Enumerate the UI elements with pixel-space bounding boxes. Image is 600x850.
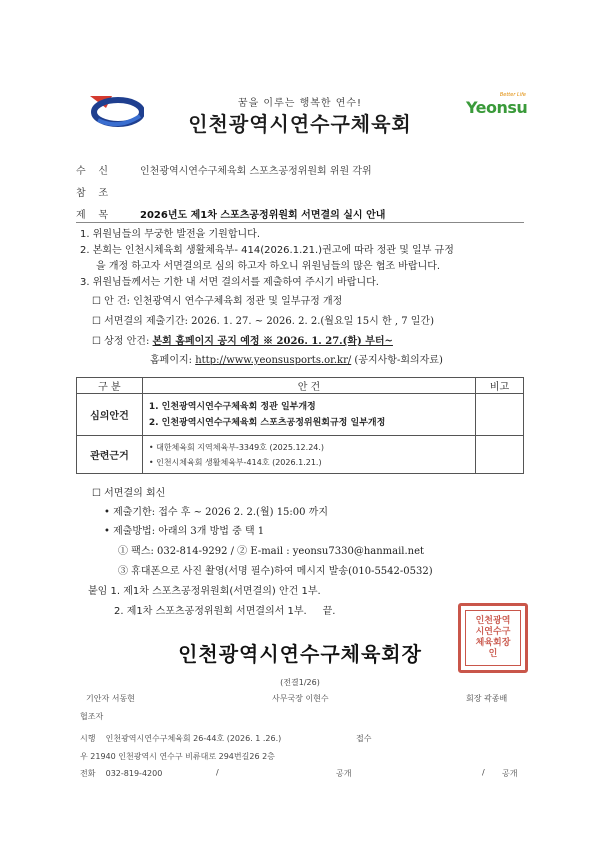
reference-label: 참 조: [76, 188, 109, 199]
address: 우 21940 인천광역시 연수구 비류대로 294번길26 2층: [80, 752, 275, 761]
table-row-label: 관련근거: [77, 436, 143, 474]
homepage-line: [150, 354, 443, 368]
homepage-label: 홈페이지:: [150, 355, 196, 366]
receipt: 접수: [356, 734, 372, 743]
subject-value: 2026년도 제1차 스포츠공정위원회 서면결의 실시 안내: [140, 210, 386, 221]
reply-option-1-2: ① 팩스: 032-814-9292 / ② E-mail : yeonsu7330@hanmail.net: [118, 546, 425, 557]
public-status-2: 공개: [502, 769, 518, 778]
attachment-2: 2. 제1차 스포츠공정위원회 서면결의서 1부. 끝.: [114, 606, 336, 617]
table-header-agenda: 안 건: [142, 378, 475, 394]
table-row: [77, 436, 524, 474]
table-cell-remarks: [476, 436, 524, 474]
paragraph-1: 1. 위원님들의 무궁한 발전을 기원합니다.: [80, 229, 260, 240]
paragraph-2b: 을 개정 하고자 서면결의로 심의 하고자 하오니 위원님들의 많은 협조 바랍니다.: [96, 261, 441, 272]
item-period: ☐ 서면결의 제출기간: 2026. 1. 27. ~ 2026. 2. 2.(월요일 15시 한 , 7 일간): [92, 316, 434, 327]
sender-signature: 인천광역시연수구체육회장: [178, 642, 422, 666]
table-cell-agenda: [142, 394, 475, 436]
brand-name: Yeonsu: [466, 98, 528, 117]
table-row: [77, 394, 524, 436]
table-cell-remarks: [476, 394, 524, 436]
item-upload-bold: 본회 홈페이지 공지 예정 ※ 2026. 1. 27.(화) 부터~: [152, 336, 393, 347]
item-upload-prefix: ☐ 상정 안건:: [92, 336, 153, 347]
cooperator: 협조자: [80, 712, 104, 721]
item-agenda: ☐ 안 건: 인천광역시 연수구체육회 정관 및 일부규정 개정: [92, 296, 343, 307]
secretary: 사무국장 이현수: [272, 694, 329, 703]
table-cell-agenda: [142, 436, 475, 474]
item-upload: [92, 335, 393, 349]
drafter: 기안자 서동현: [86, 694, 135, 703]
enforcement-number: 시행 인천광역시연수구체육회 26-44호 (2026. 1 .26.): [80, 734, 282, 743]
paragraph-2a: 2. 본회는 인천시체육회 생활체육부- 414(2026.1.21.)권고에 따라 정관 및 일부 규정: [80, 245, 454, 256]
homepage-suffix: (공지사항-회의자료): [351, 355, 443, 366]
slogan: 꿈을 이루는 행복한 연수!: [237, 98, 363, 109]
homepage-link[interactable]: http://www.yeonsusports.or.kr/: [195, 355, 352, 366]
subject-divider: [76, 222, 524, 223]
subject-label: 제 목: [76, 210, 109, 221]
reply-option-3: ③ 휴대폰으로 사진 촬영(서명 필수)하여 메시지 발송(010-5542-0532): [118, 566, 433, 577]
org-name-title: 인천광역시연수구체육회: [188, 112, 412, 136]
reply-heading: ☐ 서면결의 회신: [92, 488, 166, 499]
table-cell-line: • 인천시체육회 생활체육부-414호 (2026.1.21.): [148, 457, 322, 467]
table-header-category: 구 분: [77, 378, 143, 394]
electronic-approval: (전결1/26): [280, 678, 320, 687]
reply-deadline: • 제출기한: 접수 후 ~ 2026 2. 2.(월) 15:00 까지: [104, 507, 329, 518]
reply-method: • 제출방법: 아래의 3개 방법 중 택 1: [104, 526, 265, 537]
table-row-label: 심의안건: [77, 394, 143, 436]
table-cell-line: 2. 인천광역시연수구체육회 스포츠공정위원회규정 일부개정: [148, 417, 386, 428]
public-status-1: 공개: [336, 769, 352, 778]
official-seal-stamp: [458, 603, 528, 673]
table-cell-line: 1. 인천광역시연수구체육회 정관 일부개정: [148, 401, 316, 412]
recipient-label: 수 신: [76, 166, 109, 177]
table-cell-line: • 대한체육회 지역체육부-3349호 (2025.12.24.): [148, 442, 325, 452]
brand-logo: [466, 92, 526, 122]
paragraph-3: 3. 위원님들께서는 기한 내 서면 결의서를 제출하여 주시기 바랍니다.: [80, 277, 379, 288]
table-header-remarks: 비고: [476, 378, 524, 394]
divider-slash-1: /: [216, 768, 219, 777]
head: 회장 곽종배: [466, 694, 508, 703]
seal-text: 인천광역 시연수구 체육회장 인: [465, 610, 521, 666]
attachment-1: 붙임 1. 제1차 스포츠공정위원회(서면결의) 안건 1부.: [88, 586, 321, 597]
brand-tagline: Better Life: [499, 92, 526, 98]
phone: 전화 032-819-4200: [80, 769, 163, 778]
table-header-row: [77, 378, 524, 394]
divider-slash-2: /: [482, 768, 485, 777]
recipient-value: 인천광역시연수구체육회 스포츠공정위원회 위원 각위: [140, 166, 372, 177]
agenda-table: [76, 377, 524, 474]
